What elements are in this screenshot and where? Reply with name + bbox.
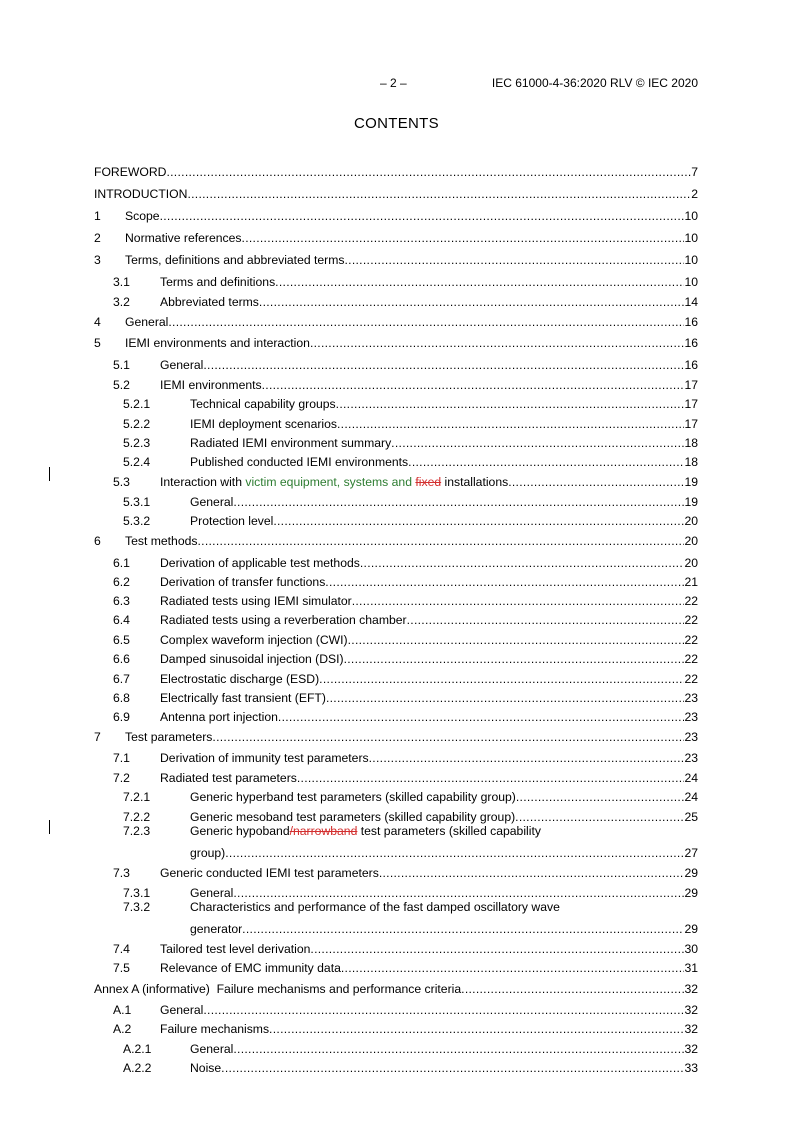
toc-entry-1[interactable]: 1 Scope . . . 10	[94, 201, 698, 223]
toc-entry-7-2[interactable]: 7.2 Radiated test parameters . . . 24	[94, 765, 698, 785]
toc-entry-7-5[interactable]: 7.5 Relevance of EMC immunity data . . . 31	[94, 956, 698, 975]
toc-entry-3[interactable]: 3 Terms, definitions and abbreviated terms . . . 10	[94, 245, 698, 267]
toc-entry-a-1[interactable]: A.1 General . . . 32	[94, 996, 698, 1017]
toc-entry-7[interactable]: 7 Test parameters . . . 23	[94, 724, 698, 744]
toc-entry-6-8[interactable]: 6.8 Electrically fast transient (EFT) . . . 23	[94, 686, 698, 705]
page-number: – 2 –	[380, 76, 407, 90]
toc-entry-7-3-2-cont[interactable]: generator . . . 29	[94, 917, 698, 936]
toc-entry-3-1[interactable]: 3.1 Terms and definitions . . . 10	[94, 267, 698, 289]
toc-entry-5-2-1[interactable]: 5.2.1 Technical capability groups . . . 17	[94, 392, 698, 411]
toc-entry-a-2-2[interactable]: A.2.2 Noise . . . 33	[94, 1056, 698, 1075]
toc-entry-6-5[interactable]: 6.5 Complex waveform injection (CWI) . . . 22	[94, 627, 698, 647]
toc-entry-5-1[interactable]: 5.1 General . . . 16	[94, 350, 698, 372]
table-of-contents	[94, 157, 698, 1075]
toc-entry-7-2-3-cont[interactable]: group) . . . 27	[94, 841, 698, 860]
toc-entry-7-3[interactable]: 7.3 Generic conducted IEMI test parameters . . . 29	[94, 860, 698, 880]
toc-entry-7-3-2[interactable]: 7.3.2 Characteristics and performance of the fast damped oscillatory wave	[123, 900, 560, 914]
toc-entry-introduction[interactable]: INTRODUCTION . . . 2	[94, 179, 698, 201]
toc-entry-4[interactable]: 4 General . . . 16	[94, 309, 698, 329]
change-bar	[49, 820, 50, 834]
toc-entry-7-2-2[interactable]: 7.2.2 Generic mesoband test parameters (skilled capability group) . . . 25	[94, 804, 698, 824]
deleted-text: fixed	[415, 475, 442, 489]
toc-entry-7-2-1[interactable]: 7.2.1 Generic hyperband test parameters (skilled capability group) . . . 24	[94, 785, 698, 804]
toc-entry-3-2[interactable]: 3.2 Abbreviated terms . . . 14	[94, 289, 698, 309]
toc-entry-annex-a[interactable]: Annex A (informative) Failure mechanisms and performance criteria . . . 32	[94, 975, 698, 996]
toc-entry-7-3-1[interactable]: 7.3.1 General . . . 29	[94, 880, 698, 900]
toc-entry-6-7[interactable]: 6.7 Electrostatic discharge (ESD) . . . 22	[94, 666, 698, 686]
toc-entry-5-2[interactable]: 5.2 IEMI environments . . . 17	[94, 372, 698, 392]
toc-entry-6-9[interactable]: 6.9 Antenna port injection . . . 23	[94, 705, 698, 724]
toc-entry-5-2-3[interactable]: 5.2.3 Radiated IEMI environment summary . . . 18	[94, 431, 698, 450]
toc-entry-5-2-4[interactable]: 5.2.4 Published conducted IEMI environments . . . 18	[94, 450, 698, 469]
toc-entry-7-1[interactable]: 7.1 Derivation of immunity test parameters . . . 23	[94, 744, 698, 765]
toc-entry-5-2-2[interactable]: 5.2.2 IEMI deployment scenarios . . . 17	[94, 411, 698, 431]
toc-entry-foreword[interactable]: FOREWORD . . . 7	[94, 157, 698, 179]
page-header	[0, 76, 793, 92]
standard-reference: IEC 61000-4-36:2020 RLV © IEC 2020	[491, 76, 698, 90]
toc-entry-2[interactable]: 2 Normative references . . . 10	[94, 223, 698, 245]
toc-entry-6[interactable]: 6 Test methods . . . 20	[94, 528, 698, 548]
toc-entry-7-4[interactable]: 7.4 Tailored test level derivation . . . 30	[94, 936, 698, 956]
change-bar	[49, 467, 50, 481]
toc-entry-7-2-3[interactable]: 7.2.3 Generic hypoband/narrowband test parameters (skilled capability	[123, 824, 541, 838]
toc-entry-6-6[interactable]: 6.6 Damped sinusoidal injection (DSI) . . . 22	[94, 647, 698, 666]
inserted-text: victim equipment, systems and	[245, 475, 416, 489]
toc-entry-5[interactable]: 5 IEMI environments and interaction . . . 16	[94, 329, 698, 350]
toc-entry-6-3[interactable]: 6.3 Radiated tests using IEMI simulator . . . 22	[94, 589, 698, 608]
deleted-text: /narrowband	[289, 824, 358, 838]
toc-entry-5-3[interactable]: 5.3 Interaction with victim equipment, systems and fixed installations . . . 19	[94, 469, 698, 489]
toc-entry-a-2-1[interactable]: A.2.1 General . . . 32	[94, 1036, 698, 1056]
toc-entry-6-1[interactable]: 6.1 Derivation of applicable test methods . . . 20	[94, 548, 698, 570]
toc-entry-6-2[interactable]: 6.2 Derivation of transfer functions . . . 21	[94, 570, 698, 589]
toc-entry-6-4[interactable]: 6.4 Radiated tests using a reverberation chamber . . . 22	[94, 608, 698, 627]
toc-entry-a-2[interactable]: A.2 Failure mechanisms . . . 32	[94, 1017, 698, 1036]
page-title: CONTENTS	[354, 115, 439, 132]
toc-entry-5-3-1[interactable]: 5.3.1 General . . . 19	[94, 489, 698, 509]
toc-entry-5-3-2[interactable]: 5.3.2 Protection level . . . 20	[94, 509, 698, 528]
